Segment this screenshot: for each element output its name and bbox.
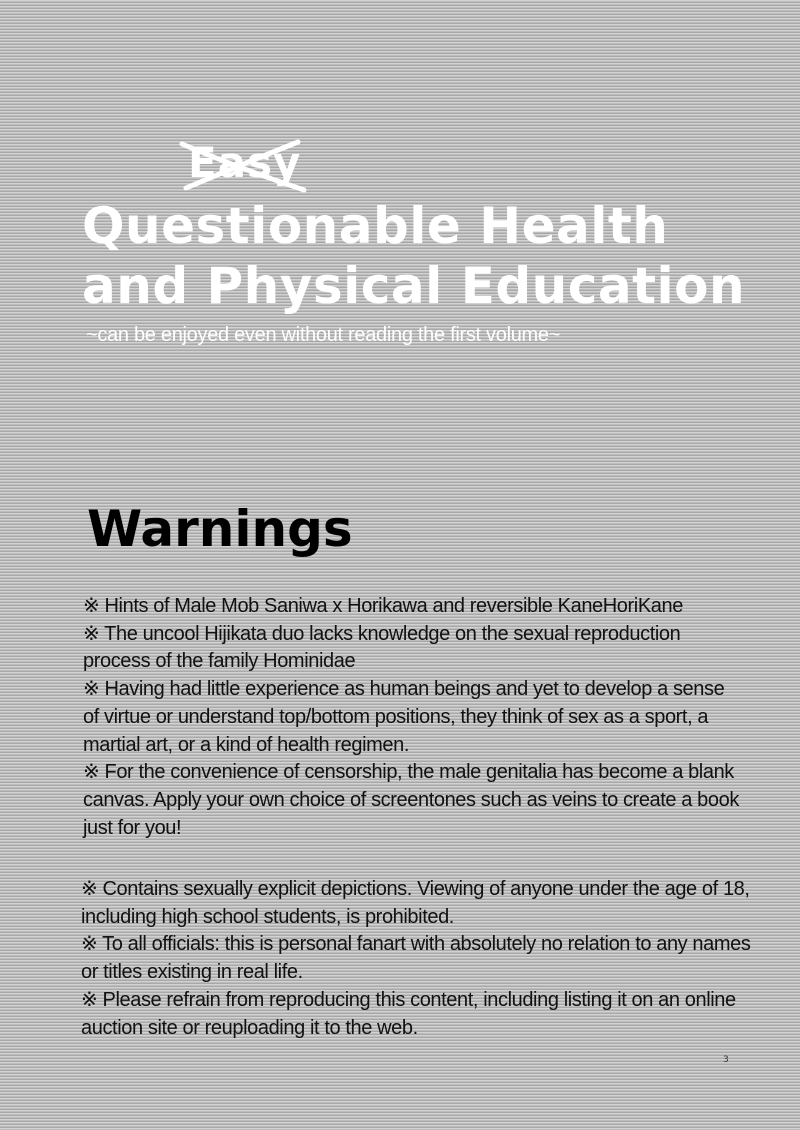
title-line-2: and Physical Education [82, 257, 746, 315]
subtitle: ~can be enjoyed even without reading the first volume~ [86, 324, 561, 346]
notice: ※ Please refrain from reproducing this content, including listing it on an online auction site or reuploading it to the web. [81, 988, 736, 1039]
notice: ※ To all officials: this is personal fanart with absolutely no relation to any names or titles existing in real life. [81, 933, 751, 984]
content-notes [83, 593, 743, 842]
content-note: ※ Hints of Male Mob Saniwa x Horikawa and reversible KaneHoriKane [83, 595, 683, 617]
notice: ※ Contains sexually explicit depictions. Viewing of anyone under the age of 18, including high school students, is prohibited. [81, 878, 750, 928]
legal-notices [81, 876, 761, 1042]
content-note: ※ For the convenience of censorship, the male genitalia has become a blank canvas. Apply your own choice of screentones such as veins to create a book just for you! [83, 761, 739, 839]
title-line-1: Questionable Health [82, 197, 669, 255]
page-title [82, 196, 745, 316]
page-number: 3 [723, 1055, 729, 1065]
strikethrough-cross-icon [178, 138, 310, 194]
struck-word: Easy [188, 138, 302, 187]
content-note: ※ The uncool Hijikata duo lacks knowledge on the sexual reproduction process of the family Hominidae [83, 622, 681, 673]
content-note: ※ Having had little experience as human beings and yet to develop a sense of virtue or understand top/bottom positions, they think of sex as a sport, a martial art, or a kind of health regimen. [83, 678, 725, 756]
warnings-heading: Warnings [87, 500, 353, 558]
